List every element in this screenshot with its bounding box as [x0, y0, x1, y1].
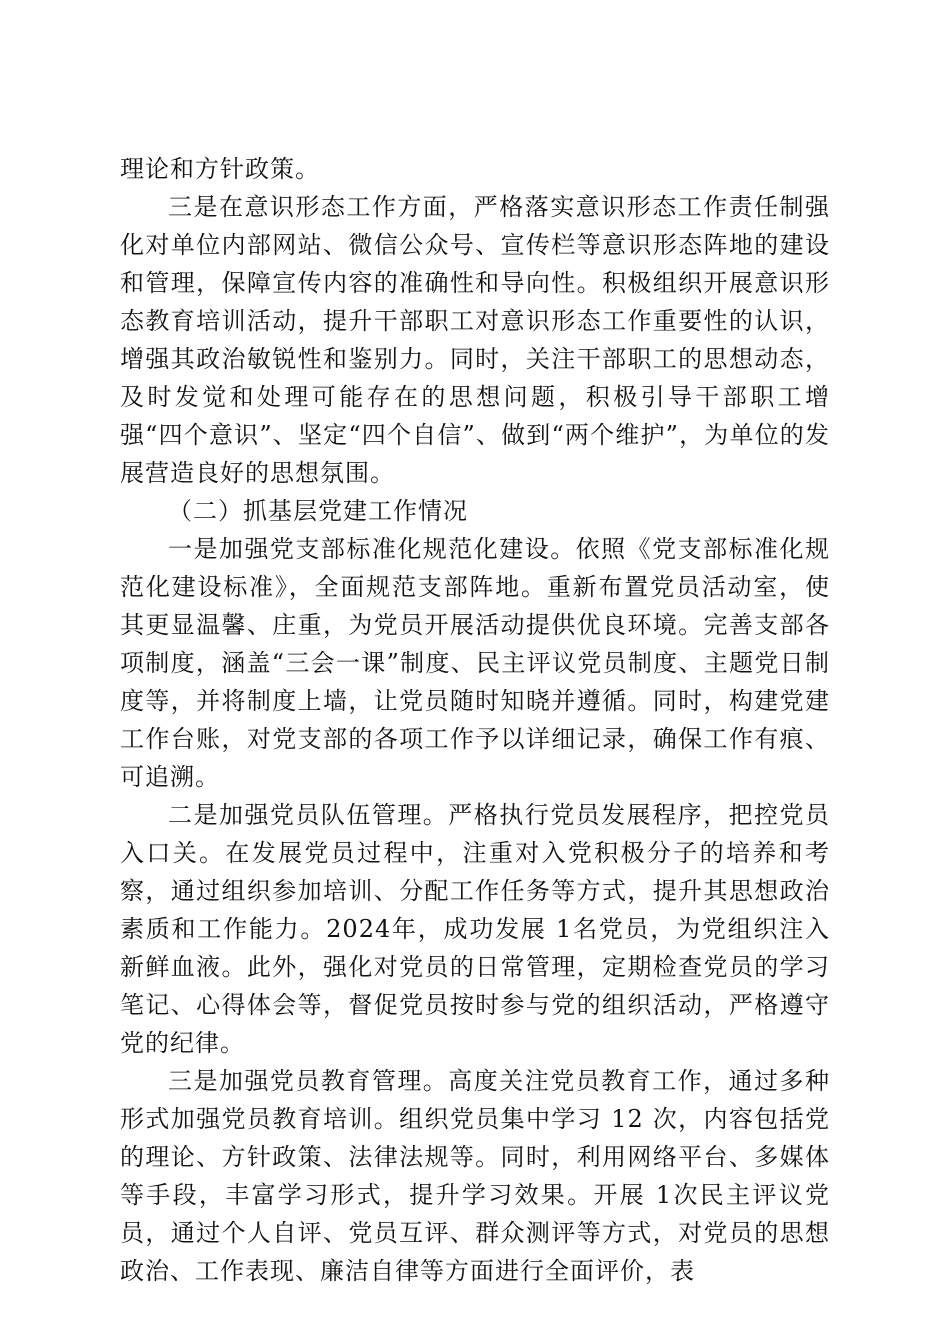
document-page [120, 150, 830, 1290]
paragraph-continuation: 理论和方针政策。 [120, 155, 320, 183]
paragraph-member-education: 三是加强党员教育管理。高度关注党员教育工作，通过多种形式加强党员教育培训。组织党员集中学习 12 次，内容包括党的理论、方针政策、法律法规等。同时，利用网络平台、多媒体等手段，丰富学习形式，提升学习效果。开展 1次民主评议党员，通过个人自评、党员互评、群众测评等方式，对党员的思想政治、工作表现、廉洁自律等方面进行全面评价，表 [120, 1067, 830, 1285]
paragraph-branch-standardization: 一是加强党支部标准化规范化建设。依照《党支部标准化规范化建设标准》，全面规范支部阵地。重新布置党员活动室，使其更显温馨、庄重，为党员开展活动提供优良环境。完善支部各项制度，涵盖“三会一课”制度、民主评议党员制度、主题党日制度等，并将制度上墙，让党员随时知晓并遵循。同时，构建党建工作台账，对党支部的各项工作予以详细记录，确保工作有痕、可追溯。 [120, 535, 830, 791]
section-heading: （二）抓基层党建工作情况 [168, 497, 468, 525]
paragraph-ideology-work: 三是在意识形态工作方面，严格落实意识形态工作责任制强化对单位内部网站、微信公众号、宣传栏等意识形态阵地的建设和管理，保障宣传内容的准确性和导向性。积极组织开展意识形态教育培训活动，提升干部职工对意识形态工作重要性的认识，增强其政治敏锐性和鉴别力。同时，关注干部职工的思想动态，及时发觉和处理可能存在的思想问题，积极引导干部职工增强“四个意识”、坚定“四个自信”、做到“两个维护”，为单位的发展营造良好的思想氛围。 [120, 193, 830, 487]
paragraph-member-management: 二是加强党员队伍管理。严格执行党员发展程序，把控党员入口关。在发展党员过程中，注重对入党积极分子的培养和考察，通过组织参加培训、分配工作任务等方式，提升其思想政治素质和工作能力。2024年，成功发展 1名党员，为党组织注入新鲜血液。此外，强化对党员的日常管理，定期检查党员的学习笔记、心得体会等，督促党员按时参与党的组织活动，严格遵守党的纪律。 [120, 801, 830, 1057]
